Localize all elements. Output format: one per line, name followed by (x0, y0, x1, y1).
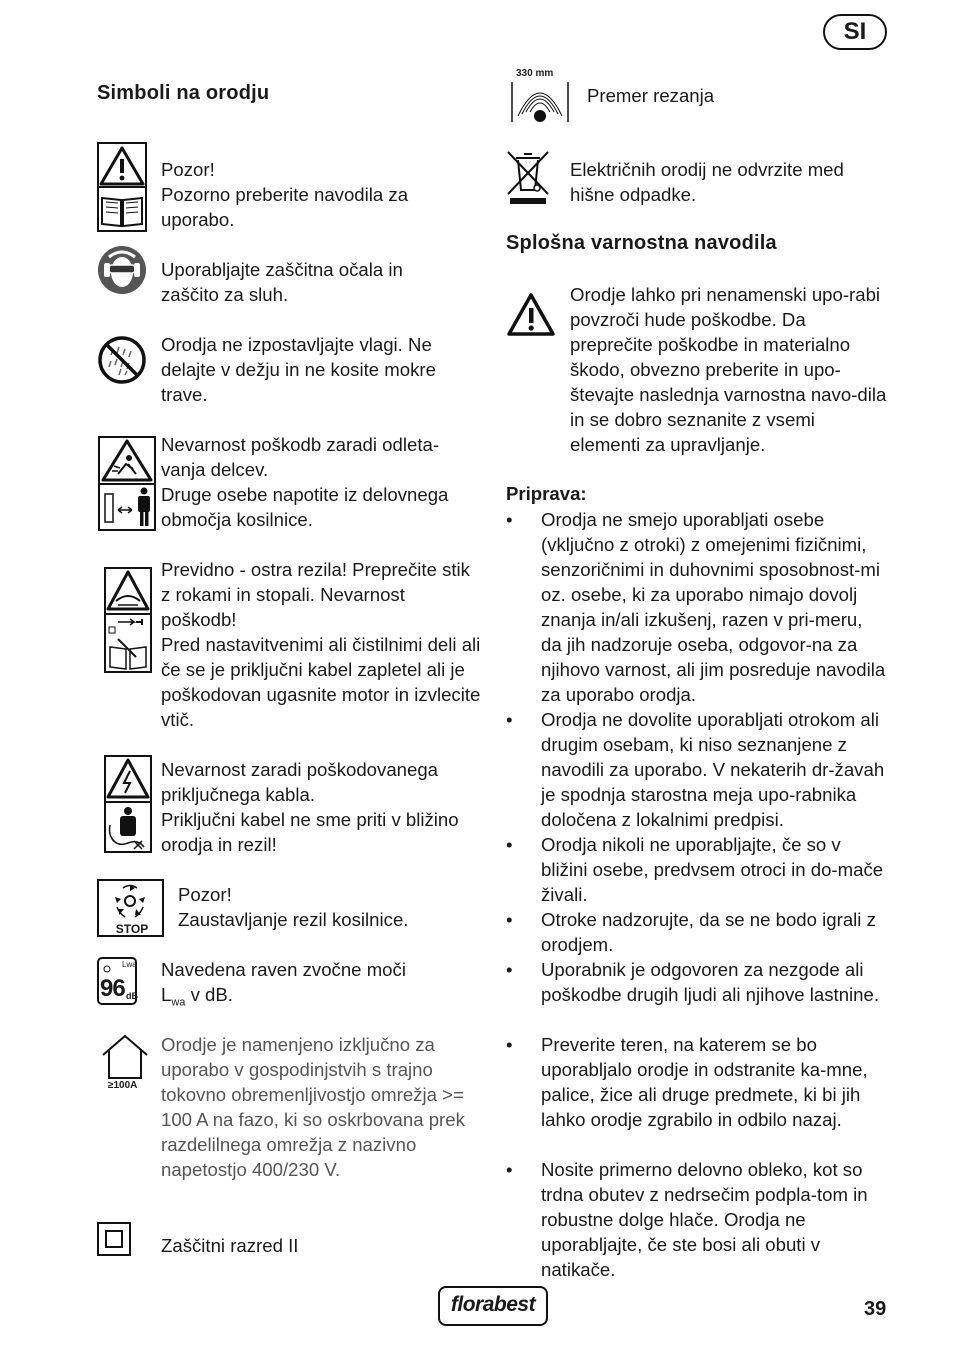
prep-title: Priprava: (506, 483, 587, 504)
brand-logo: florabest (438, 1286, 548, 1326)
symbol-text-grid-requirement: Orodje je namenjeno izključno za uporabo v gospodinjstvih s trajno tokovno obremenljivostjo omrežja >= 100 A na fazo, ki so oskrbovana prek razdelilnega omrežja z nazivno napetostjo 400/230 V. (161, 1034, 465, 1180)
list-item (506, 832, 888, 907)
sound-level-l: L (161, 984, 172, 1005)
house-100a-icon (100, 1033, 150, 1086)
sound-level-text: Navedena raven zvočne moči (161, 959, 406, 980)
bullet: • (506, 1034, 513, 1055)
weee-text: Električnih orodij ne odvrzite med hišne odpadke. (570, 159, 844, 205)
section-title-symbols: Simboli na orodju (97, 82, 270, 104)
bullet: • (506, 509, 513, 530)
symbol-text-sharp-blades: Previdno - ostra rezila! Preprečite stik z rokami in stopali. Nevarnost poškodb! Pred nastavitvenimi ali čistilnimi deli ali če se je priključni kabel zapletel ali je poškodovan ugasnite motor in izvlecite vtič. (161, 559, 481, 730)
bullet-text: Orodja nikoli ne uporabljajte, če so v bližini osebe, predvsem otroci in do-mače živali. (541, 834, 884, 905)
flying-debris-icon (98, 436, 156, 536)
language-badge: SI (823, 14, 887, 50)
symbol-text-read-manual: Pozor! Pozorno preberite navodila za uporabo. (161, 159, 409, 230)
page-number: 39 (864, 1298, 887, 1320)
list-item (506, 1032, 888, 1132)
list-item (506, 907, 888, 957)
bullet-text: Nosite primerno delovno obleko, kot so trdna obutev z nedrsečim podpla-tom in robustne dolge hlače. Orodja ne uporabljajte, če ste bosi ali obuti v natikače. (541, 1159, 868, 1280)
sound-level-subscript: wa (171, 996, 186, 1009)
warning-book-icon (97, 142, 147, 237)
symbol-text-cable-danger: Nevarnost zaradi poškodovanega priključnega kabla. Priključni kabel ne sme priti v bližino orodja in rezil! (161, 759, 459, 855)
ear-eye-protection-icon (97, 245, 147, 300)
bullet-text: Orodja ne smejo uporabljati osebe (vključno z otroki) z omejenimi fizičnimi, senzoričnimi in duhovnimi sposobnost-mi oz. osebe, ki za uporabo nimajo dovolj znanja in/ali izkušenj, razen v pri-meru, da jih nadzoruje oseba, odgovor-na za njihovo varnost, ali jim posreduje navodila za uporabo orodja. (541, 509, 886, 705)
weee-bin-icon (504, 148, 552, 211)
list-item (506, 1157, 888, 1282)
cable-danger-icon (104, 755, 152, 858)
bullet-text: Preverite teren, na katerem se bo uporabljalo orodje in odstranite ka-mne, palice, žice ali druge predmete, ki bi jih lahko orodje zgrabilo in odbilo nazaj. (541, 1034, 868, 1130)
sound-level-top-label: Lwa (122, 960, 137, 969)
symbol-text-protection-class: Zaščitni razred II (161, 1235, 299, 1256)
bullet: • (506, 834, 513, 855)
bullet: • (506, 959, 513, 980)
no-rain-icon (97, 335, 147, 390)
house-100a-label: ≥100A (108, 1080, 138, 1091)
protection-class-ii-icon (97, 1222, 131, 1261)
sharp-blades-icon (104, 567, 152, 678)
bullet-text: Orodja ne dovolite uporabljati otrokom ali drugim osebam, ki niso seznanjene z navodili za uporabo. V nekaterih dr-žavah je spodnja starostna meja upo-rabnika določena z lokalnimi predpisi. (541, 709, 885, 830)
section-title-safety: Splošna varnostna navodila (506, 232, 777, 254)
sound-level-value: 96 (100, 975, 125, 1002)
symbol-text-no-rain: Orodja ne izpostavljajte vlagi. Ne delajte v dežju in ne kosite mokre trave. (161, 334, 436, 405)
cutting-diameter-text: Premer rezanja (587, 85, 715, 106)
bullet: • (506, 709, 513, 730)
sound-level-unit: dB (126, 991, 138, 1001)
safety-warning-icon (506, 292, 556, 343)
symbol-text-blade-stop: Pozor! Zaustavljanje rezil kosilnice. (178, 884, 409, 930)
blade-stop-label: STOP (115, 922, 149, 936)
sound-level-unit-text: v dB. (185, 984, 233, 1005)
bullet: • (506, 1159, 513, 1180)
list-item (506, 507, 888, 707)
symbol-text-flying-debris: Nevarnost poškodb zaradi odleta-vanja delcev. Druge osebe napotite iz delovnega območja kosilnice. (161, 434, 449, 530)
list-item (506, 957, 888, 1007)
cutting-diameter-label: 330 mm (516, 68, 554, 79)
bullet-text: Uporabnik je odgovoren za nezgode ali poškodbe drugih ljudi ali njihove lastnine. (541, 959, 880, 1005)
list-item (506, 707, 888, 832)
bullet: • (506, 909, 513, 930)
bullet-text: Otroke nadzorujte, da se ne bodo igrali z orodjem. (541, 909, 876, 955)
safety-intro-text: Orodje lahko pri nenamenski upo-rabi povzroči hude poškodbe. Da preprečite poškodbe in materialno škodo, obvezno preberite in upo-števajte naslednja varnostna navo-dila in se dobro seznanite z vsemi elementi za upravljanje. (570, 284, 887, 455)
symbol-text-protection: Uporabljajte zaščitna očala in zaščito za sluh. (161, 259, 403, 305)
symbol-text-sound-level (161, 957, 461, 1016)
